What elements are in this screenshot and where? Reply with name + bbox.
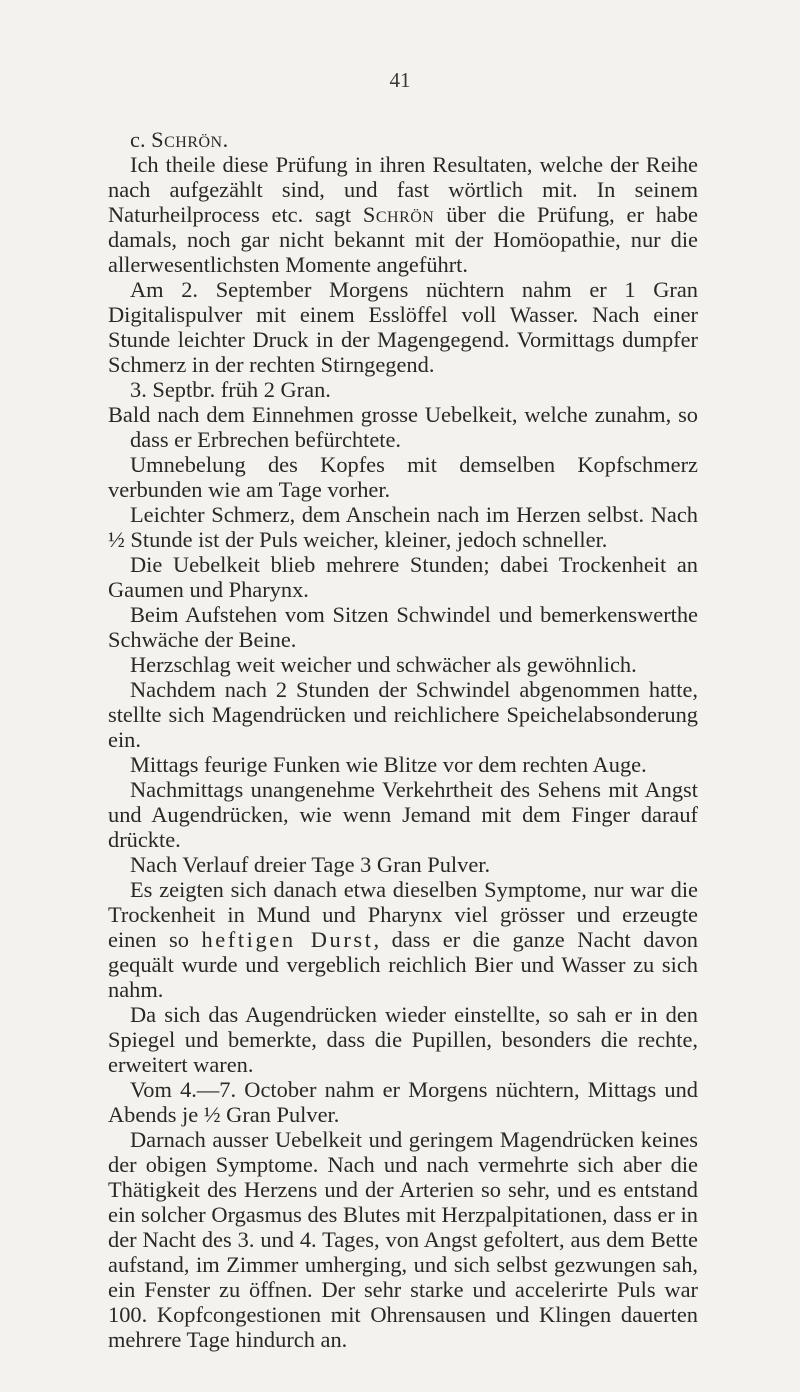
durst-paragraph bbox=[108, 877, 698, 1002]
paragraph-5: Leichter Schmerz, dem Anschein nach im Herzen selbst. Nach ½ Stunde ist der Puls weicher, kleiner, jedoch schneller. bbox=[108, 502, 698, 552]
paragraph-8: Herzschlag weit weicher und schwächer als gewöhnlich. bbox=[130, 652, 637, 677]
section-heading bbox=[108, 127, 698, 152]
durst-emphasis: heftigen Durst bbox=[201, 927, 374, 952]
intro-paragraph bbox=[108, 152, 698, 277]
paragraph-13: Da sich das Augendrücken wieder einstellte, so sah er in den Spiegel und bemerkte, dass die Pupillen, besonders die rechte, erweitert waren. bbox=[108, 1002, 698, 1077]
paragraph-15: Darnach ausser Uebelkeit und geringem Magendrücken keines der obigen Symptome. Nach und nach vermehrte sich aber die Thätigkeit des Herzens und der Arterien so sehr, und es entstand ein solcher Orgasmus des Blutes mit Herzpalpitationen, dass er in der Nacht des 3. und 4. Tages, von Angst gefoltert, aus dem Bette aufstand, im Zimmer umherging, und sich selbst gezwungen sah, ein Fenster zu öffnen. Der sehr starke und accelerirte Puls war 100. Kopfcongestionen mit Ohrensausen und Klingen dauerten mehrere Tage hindurch an. bbox=[108, 1127, 698, 1352]
durst-text-1: Es zeigten sich danach etwa dieselben Symptome, nur war die Trockenheit in Mund und Pharynx viel grösser und erzeugte einen so bbox=[108, 877, 698, 952]
paragraph-1: Am 2. September Morgens nüchtern nahm er 1 Gran Digitalispulver mit einem Esslöffel voll Wasser. Nach einer Stunde leichter Druck in der Magengegend. Vormittags dumpfer Schmerz in der rechten Stirngegend. bbox=[108, 277, 698, 377]
body-text bbox=[108, 127, 698, 1352]
intro-text-2: über die Prüfung, er habe damals, noch gar nicht bekannt mit der Homöopathie, nur die allerwesentlichsten Momente angeführt. bbox=[108, 202, 698, 277]
section-author: Schrön. bbox=[151, 127, 229, 152]
intro-author: Schrön bbox=[362, 202, 435, 227]
paragraph-3: Bald nach dem Einnehmen grosse Uebelkeit, welche zunahm, so dass er Erbrechen befürchtete. bbox=[108, 402, 698, 452]
paragraph-11: Nachmittags unangenehme Verkehrtheit des Sehens mit Angst und Augendrücken, wie wenn Jemand mit dem Finger darauf drückte. bbox=[108, 777, 698, 852]
paragraph-6: Die Uebelkeit blieb mehrere Stunden; dabei Trockenheit an Gaumen und Pharynx. bbox=[108, 552, 698, 602]
section-label: c. bbox=[130, 127, 152, 152]
paragraph-12: Nach Verlauf dreier Tage 3 Gran Pulver. bbox=[130, 852, 491, 877]
durst-text-2: , dass er die ganze Nacht davon gequält wurde und vergeblich reichlich Bier und Wasser zu sich nahm. bbox=[108, 927, 698, 1002]
paragraph-2: 3. Septbr. früh 2 Gran. bbox=[130, 377, 331, 402]
paragraph-9: Nachdem nach 2 Stunden der Schwindel abgenommen hatte, stellte sich Magendrücken und reichlichere Speichelabsonderung ein. bbox=[108, 677, 698, 752]
paragraph-14: Vom 4.—7. October nahm er Morgens nüchtern, Mittags und Abends je ½ Gran Pulver. bbox=[108, 1077, 698, 1127]
intro-text-1: Ich theile diese Prüfung in ihren Resultaten, welche der Reihe nach aufgezählt sind, und fast wörtlich mit. In seinem Naturheilprocess etc. sagt bbox=[108, 152, 698, 227]
paragraph-4: Umnebelung des Kopfes mit demselben Kopfschmerz verbunden wie am Tage vorher. bbox=[108, 452, 698, 502]
paragraph-10: Mittags feurige Funken wie Blitze vor dem rechten Auge. bbox=[130, 752, 647, 777]
page-number: 41 bbox=[389, 68, 411, 92]
paragraph-7: Beim Aufstehen vom Sitzen Schwindel und bemerkenswerthe Schwäche der Beine. bbox=[108, 602, 698, 652]
